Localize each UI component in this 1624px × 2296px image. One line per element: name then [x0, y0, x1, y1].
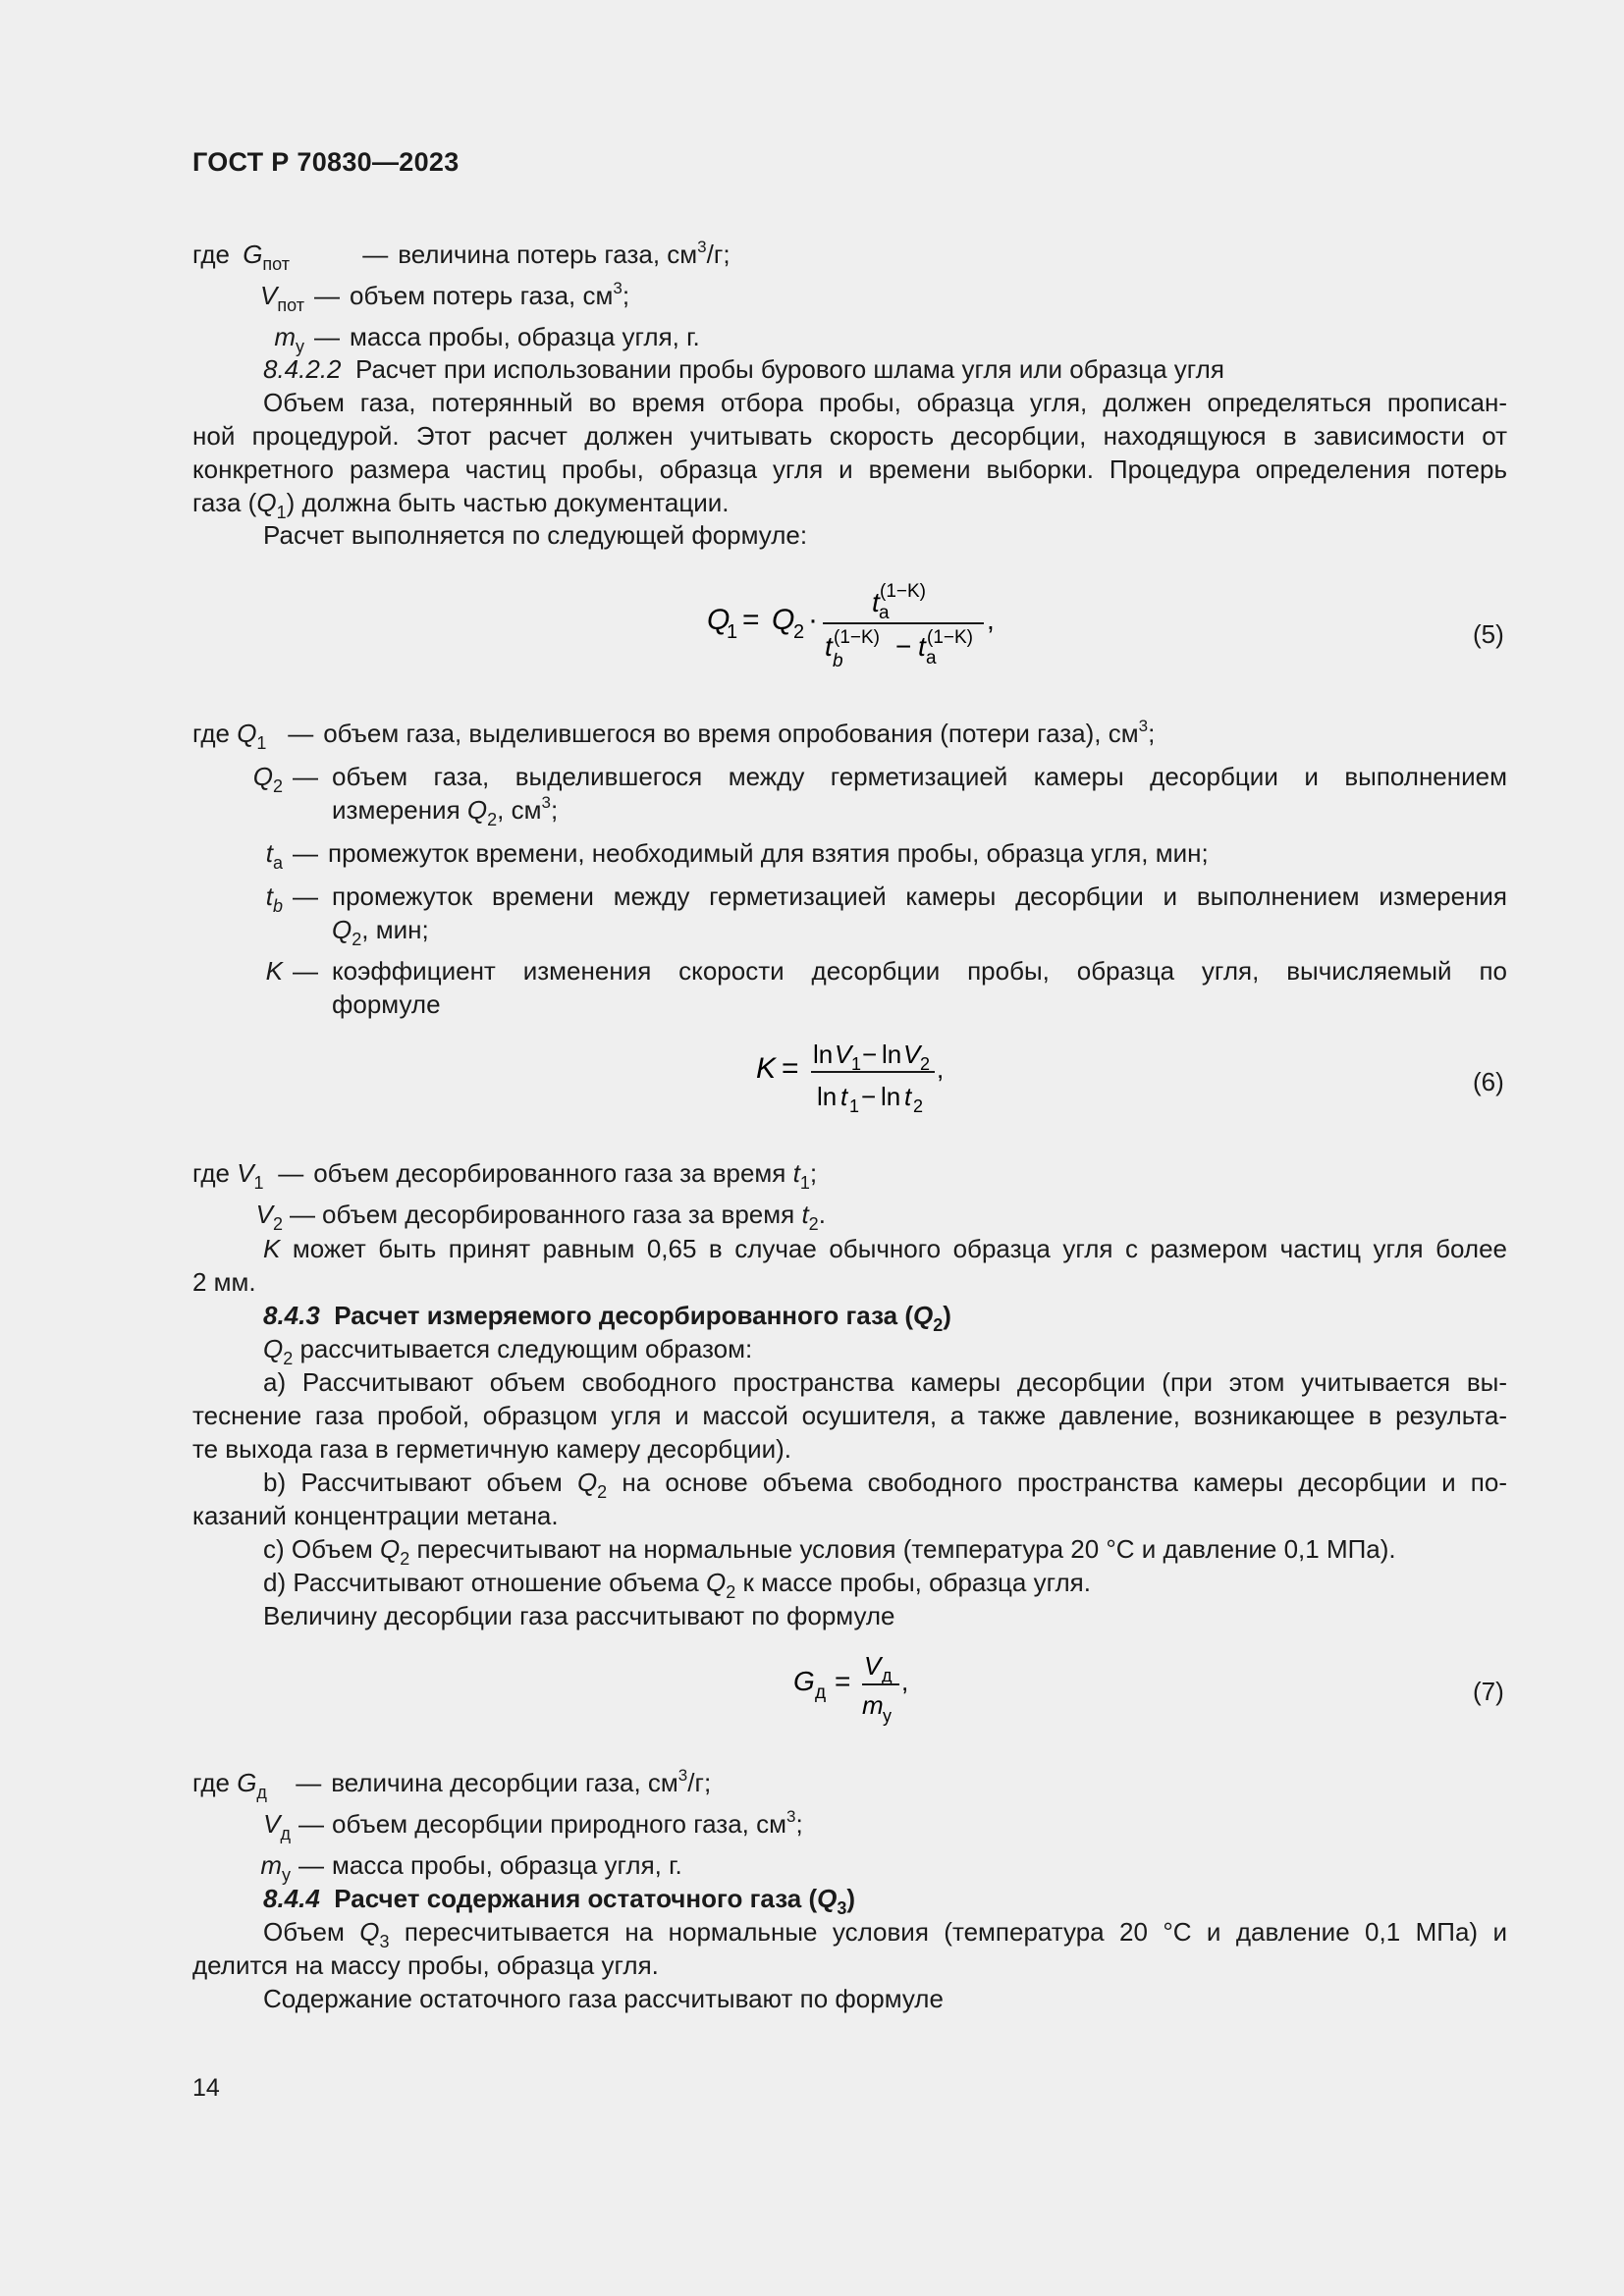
legend-v2: $V_2$ — объем десорбированного газа за время $t_2$.	[255, 1200, 826, 1234]
svg-text:a: a	[879, 603, 890, 623]
svg-text:t: t	[872, 587, 880, 617]
f5-lhs: Q	[707, 604, 731, 636]
list-c: c) Объем $Q_2$ пересчитывают на нормальные условия (температура 20 °С и давление 0,1 МПа).	[263, 1534, 1396, 1569]
para1-line2: ной процедурой. Этот расчет должен учитывать скорость десорбции, находящуюся в зависимости от	[192, 421, 1507, 451]
list-a-line1: а) Рассчитывают объем свободного пространства камеры десорбции (при этом учитывается вы-	[263, 1367, 1507, 1397]
list-d: d) Рассчитывают отношение объема $Q_2$ к массе пробы, образца угля.	[263, 1568, 1091, 1602]
para1-line1: Объем газа, потерянный во время отбора пробы, образца угля, должен определяться прописан-	[263, 388, 1507, 417]
legend-g-d: где $G_д$ — величина десорбции газа, $см^3/г$;	[192, 1766, 712, 1802]
f5-den-exp1: (1−K)	[834, 627, 880, 648]
para-k-line2: 2 мм.	[192, 1267, 256, 1297]
svg-text:Q: Q	[772, 604, 795, 636]
svg-text:ln: ln	[881, 1082, 901, 1111]
svg-text:2: 2	[920, 1054, 931, 1074]
svg-text:·: ·	[808, 604, 818, 636]
svg-text:у: у	[883, 1706, 892, 1726]
svg-text:=: =	[742, 604, 760, 636]
legend-m-y: $m_у$ — масса пробы, образца угля, г.	[274, 322, 700, 356]
legend-v1: где $V_1$ — объем десорбированного газа за время $t_1$;	[192, 1158, 818, 1193]
svg-text:=: =	[835, 1666, 851, 1696]
svg-text:ln: ln	[813, 1040, 834, 1069]
formula-7	[785, 1645, 943, 1734]
svg-text:t: t	[904, 1082, 912, 1111]
svg-text:1: 1	[851, 1054, 862, 1074]
formula-6	[746, 1033, 982, 1121]
f5-den-exp2: (1−K)	[927, 627, 973, 648]
para-q3-line2: делится на массу пробы, образца угля.	[192, 1950, 659, 1980]
legend-ta: $t_a$ — промежуток времени, необходимый для взятия пробы, образца угля, мин;	[265, 838, 1209, 873]
svg-text:m: m	[862, 1690, 884, 1720]
list-b-line2: казаний концентрации метана.	[192, 1501, 559, 1530]
para-q2: $Q_2$ рассчитывается следующим образом:	[263, 1334, 753, 1368]
svg-text:ln: ln	[817, 1082, 838, 1111]
formula-5-number: (5)	[1473, 619, 1504, 649]
formula-6-number: (6)	[1473, 1067, 1504, 1096]
svg-text:2: 2	[793, 621, 805, 643]
legend-k: K —	[265, 956, 318, 986]
legend-tb-line1: промежуток времени между герметизацией камеры десорбции и выполнением измерения	[332, 881, 1507, 911]
legend-k-line1: коэффициент изменения скорости десорбции пробы, образца угля, вычисляемый по	[332, 956, 1507, 986]
svg-text:V: V	[864, 1651, 882, 1681]
formula-7-number: (7)	[1473, 1677, 1504, 1706]
svg-text:−: −	[862, 1040, 878, 1069]
legend-k-line2: формуле	[332, 989, 441, 1019]
svg-text:V: V	[835, 1040, 852, 1069]
para2: Расчет выполняется по следующей формуле:	[263, 520, 808, 550]
para-desorption: Величину десорбции газа рассчитывают по формуле	[263, 1601, 895, 1630]
svg-text:t: t	[918, 631, 926, 662]
para-k-line1: K может быть принят равным 0,65 в случае обычного образца угля с размером частиц угля более	[263, 1234, 1507, 1263]
svg-text:=: =	[782, 1052, 799, 1085]
legend-tb-line2: $Q_2$, мин;	[332, 915, 429, 949]
svg-text:,: ,	[937, 1054, 945, 1084]
svg-text:K: K	[756, 1052, 777, 1085]
legend-v-d: $V_д$ — объем десорбции природного газа, $см^3$;	[263, 1807, 803, 1843]
svg-text:a: a	[926, 648, 937, 668]
list-a-line2: теснение газа пробой, образцом угля и массой осушителя, а также давление, возникающее в результа-	[192, 1401, 1507, 1430]
legend-v-pot: $V_{пот}$ — объем потерь газа, $см^3$;	[260, 279, 630, 315]
legend-m-y-2: $m_у$ — масса пробы, образца угля, г.	[260, 1850, 682, 1885]
svg-text:b: b	[833, 651, 843, 671]
svg-text:G: G	[793, 1666, 815, 1696]
legend-q2-line2: измерения $Q_2$, $см^3$;	[332, 793, 559, 829]
formula-5	[687, 567, 1041, 675]
svg-text:t: t	[825, 631, 833, 662]
document-header: ГОСТ Р 70830—2023	[192, 147, 460, 177]
svg-text:1: 1	[727, 621, 738, 643]
svg-text:,: ,	[901, 1667, 909, 1696]
legend-q2-line1: объем газа, выделившегося между герметизацией камеры десорбции и выполнением	[332, 762, 1507, 791]
legend-g-pot: где $G_{пот}$ — величина потерь газа, $см^3/г$;	[192, 238, 731, 274]
list-a-line3: те выхода газа в герметичную камеру десорбции).	[192, 1434, 792, 1464]
page-number: 14	[192, 2074, 220, 2102]
para1-line4: газа $(Q_1)$ должна быть частью документации.	[192, 488, 730, 522]
para-last: Содержание остаточного газа рассчитывают по формуле	[263, 1984, 944, 2013]
section-8422: 8.4.2.2 Расчет при использовании пробы бурового шлама угля или образца угля	[263, 354, 1224, 384]
legend-q2: $Q_2$ —	[252, 762, 318, 796]
svg-text:д: д	[882, 1666, 893, 1685]
svg-text:ln: ln	[882, 1040, 902, 1069]
legend-q1: где $Q_1$ — объем газа, выделившегося во время опробования (потери газа), $см^3$;	[192, 717, 1156, 753]
svg-text:−: −	[895, 631, 912, 662]
svg-text:t: t	[840, 1082, 848, 1111]
svg-text:−: −	[861, 1082, 877, 1111]
section-844-heading: 8.4.4 Расчет содержания остаточного газа $(Q_3)$	[263, 1884, 856, 1918]
legend-tb: $t_b$ —	[265, 881, 318, 916]
svg-text:,: ,	[987, 605, 995, 635]
para-q3-line1: Объем $Q_3$ пересчитывается на нормальные условия (температура 20 °С и давление 0,1 МПа) и	[263, 1917, 1507, 1951]
svg-text:2: 2	[913, 1096, 924, 1116]
para1-line3: конкретного размера частиц пробы, образца угля и времени выборки. Процедура определения потерь	[192, 454, 1507, 484]
section-843-heading: 8.4.3 Расчет измеряемого десорбированного газа $(Q_2)$	[263, 1301, 951, 1335]
svg-text:V: V	[903, 1040, 921, 1069]
f5-num-exp: (1−K)	[880, 581, 926, 602]
list-b-line1: b) Рассчитывают объем $Q_2$ на основе объема свободного пространства камеры десорбции и по-	[263, 1468, 1507, 1502]
svg-text:д: д	[815, 1682, 827, 1703]
svg-text:1: 1	[849, 1096, 860, 1116]
